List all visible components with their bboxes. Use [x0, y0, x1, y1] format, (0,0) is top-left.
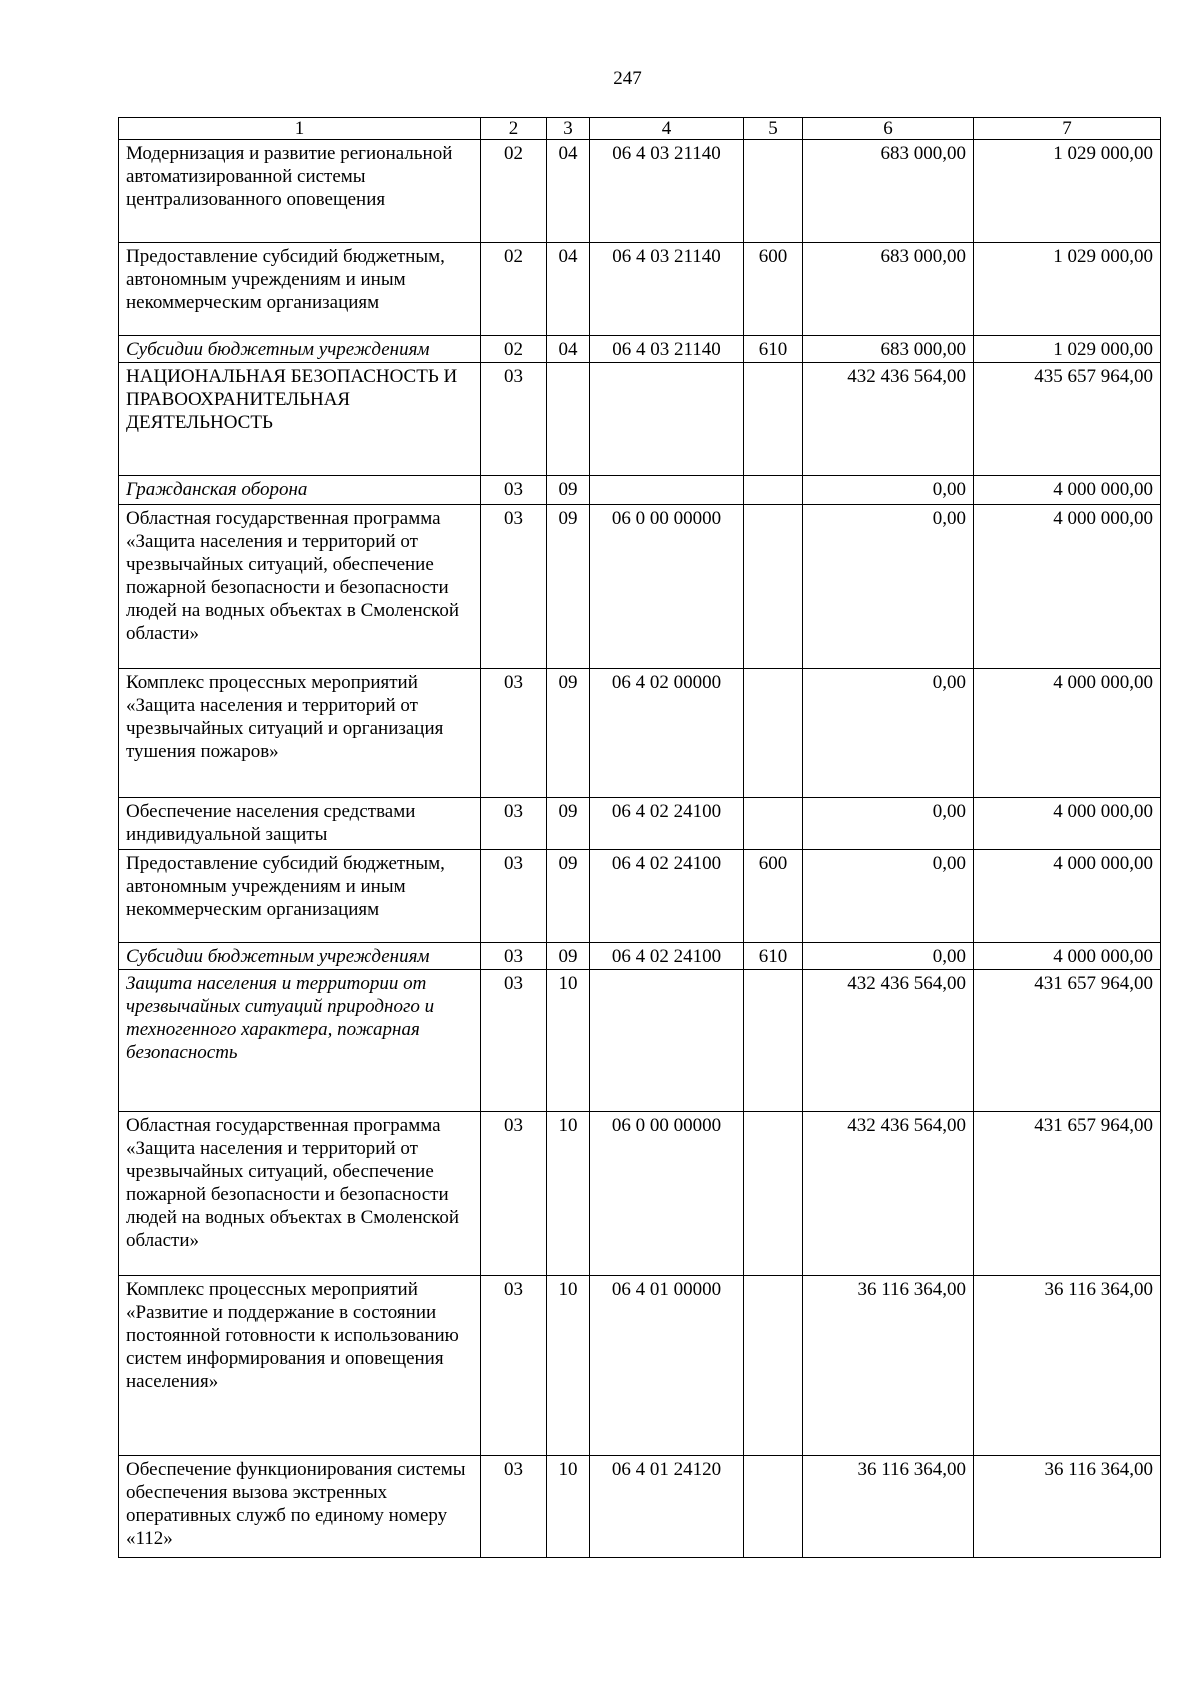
row-code: 06 4 02 24100 — [590, 943, 744, 970]
table-row — [119, 505, 1161, 669]
row-code: 06 4 03 21140 — [590, 243, 744, 336]
row-code: 10 — [547, 1276, 590, 1456]
row-code — [744, 505, 803, 669]
row-code: 06 4 02 24100 — [590, 798, 744, 850]
row-code: 10 — [547, 1112, 590, 1276]
row-code: 03 — [481, 476, 547, 505]
table-row — [119, 798, 1161, 850]
row-code: 03 — [481, 505, 547, 669]
table-row — [119, 140, 1161, 243]
row-name: НАЦИОНАЛЬНАЯ БЕЗОПАСНОСТЬ И ПРАВООХРАНИТЕЛЬНАЯ ДЕЯТЕЛЬНОСТЬ — [119, 363, 481, 476]
row-name: Обеспечение населения средствами индивидуальной защиты — [119, 798, 481, 850]
header-cell: 2 — [481, 118, 547, 140]
row-amount: 4 000 000,00 — [974, 669, 1161, 798]
row-code: 610 — [744, 943, 803, 970]
header-row — [119, 118, 1161, 140]
row-code — [590, 363, 744, 476]
table-row — [119, 363, 1161, 476]
row-amount: 432 436 564,00 — [803, 970, 974, 1112]
row-name: Областная государственная программа «Защита населения и территорий от чрезвычайных ситуаций, обеспечение пожарной безопасности и безопасности людей на водных объектах в Смоленской области» — [119, 1112, 481, 1276]
row-amount: 1 029 000,00 — [974, 336, 1161, 363]
row-code: 09 — [547, 669, 590, 798]
row-code: 04 — [547, 140, 590, 243]
row-amount: 36 116 364,00 — [974, 1276, 1161, 1456]
row-amount: 4 000 000,00 — [974, 505, 1161, 669]
row-amount: 36 116 364,00 — [803, 1456, 974, 1558]
table-row — [119, 1276, 1161, 1456]
row-code: 03 — [481, 1276, 547, 1456]
row-code: 03 — [481, 1456, 547, 1558]
header-cell: 7 — [974, 118, 1161, 140]
row-code — [744, 1456, 803, 1558]
row-amount: 683 000,00 — [803, 140, 974, 243]
row-code: 03 — [481, 363, 547, 476]
row-amount: 0,00 — [803, 669, 974, 798]
row-code: 600 — [744, 850, 803, 943]
row-name: Предоставление субсидий бюджетным, автономным учреждениям и иным некоммерческим организациям — [119, 850, 481, 943]
row-code: 02 — [481, 336, 547, 363]
row-amount: 4 000 000,00 — [974, 943, 1161, 970]
row-amount: 0,00 — [803, 476, 974, 505]
header-cell: 6 — [803, 118, 974, 140]
row-code: 09 — [547, 943, 590, 970]
row-amount: 36 116 364,00 — [974, 1456, 1161, 1558]
row-code: 10 — [547, 970, 590, 1112]
header-cell: 5 — [744, 118, 803, 140]
row-name: Субсидии бюджетным учреждениям — [119, 943, 481, 970]
row-code: 03 — [481, 850, 547, 943]
row-code — [744, 798, 803, 850]
page-number: 247 — [613, 68, 642, 89]
row-name: Модернизация и развитие региональной автоматизированной системы централизованного оповещения — [119, 140, 481, 243]
row-amount: 4 000 000,00 — [974, 476, 1161, 505]
header-cell: 4 — [590, 118, 744, 140]
row-code: 03 — [481, 669, 547, 798]
row-code: 06 4 01 00000 — [590, 1276, 744, 1456]
row-amount: 0,00 — [803, 798, 974, 850]
row-amount: 36 116 364,00 — [803, 1276, 974, 1456]
table-row — [119, 1112, 1161, 1276]
row-code — [744, 476, 803, 505]
header-cell: 1 — [119, 118, 481, 140]
row-code — [744, 1112, 803, 1276]
row-code: 06 4 03 21140 — [590, 140, 744, 243]
row-code: 06 4 01 24120 — [590, 1456, 744, 1558]
row-code: 03 — [481, 1112, 547, 1276]
row-code: 06 4 02 24100 — [590, 850, 744, 943]
row-code: 610 — [744, 336, 803, 363]
row-amount: 0,00 — [803, 505, 974, 669]
row-name: Комплекс процессных мероприятий «Защита населения и территорий от чрезвычайных ситуаций и организация тушения пожаров» — [119, 669, 481, 798]
row-code: 06 0 00 00000 — [590, 505, 744, 669]
row-name: Обеспечение функционирования системы обеспечения вызова экстренных оперативных служб по единому номеру «112» — [119, 1456, 481, 1558]
row-amount: 0,00 — [803, 850, 974, 943]
header-cell: 3 — [547, 118, 590, 140]
row-code: 03 — [481, 798, 547, 850]
row-code: 10 — [547, 1456, 590, 1558]
row-code — [744, 1276, 803, 1456]
table-row — [119, 943, 1161, 970]
row-amount: 431 657 964,00 — [974, 1112, 1161, 1276]
row-code: 09 — [547, 476, 590, 505]
row-code: 09 — [547, 505, 590, 669]
table-row — [119, 336, 1161, 363]
row-code — [744, 363, 803, 476]
row-code — [547, 363, 590, 476]
row-code: 04 — [547, 243, 590, 336]
row-code — [744, 970, 803, 1112]
row-amount: 4 000 000,00 — [974, 798, 1161, 850]
row-code: 02 — [481, 243, 547, 336]
row-name: Предоставление субсидий бюджетным, автономным учреждениям и иным некоммерческим организациям — [119, 243, 481, 336]
row-amount: 4 000 000,00 — [974, 850, 1161, 943]
row-amount: 683 000,00 — [803, 336, 974, 363]
row-amount: 0,00 — [803, 943, 974, 970]
row-code: 03 — [481, 943, 547, 970]
table-row — [119, 850, 1161, 943]
row-code: 06 4 02 00000 — [590, 669, 744, 798]
budget-table — [118, 117, 1161, 1558]
row-amount: 1 029 000,00 — [974, 243, 1161, 336]
row-amount: 432 436 564,00 — [803, 363, 974, 476]
row-name: Субсидии бюджетным учреждениям — [119, 336, 481, 363]
row-code — [590, 476, 744, 505]
row-amount: 1 029 000,00 — [974, 140, 1161, 243]
row-amount: 683 000,00 — [803, 243, 974, 336]
row-name: Гражданская оборона — [119, 476, 481, 505]
row-code — [744, 669, 803, 798]
row-code: 06 4 03 21140 — [590, 336, 744, 363]
row-amount: 435 657 964,00 — [974, 363, 1161, 476]
row-code: 09 — [547, 850, 590, 943]
table-row — [119, 1456, 1161, 1558]
row-code — [744, 140, 803, 243]
row-code — [590, 970, 744, 1112]
table-row — [119, 970, 1161, 1112]
row-name: Областная государственная программа «Защита населения и территорий от чрезвычайных ситуаций, обеспечение пожарной безопасности и безопасности людей на водных объектах в Смоленской области» — [119, 505, 481, 669]
table-row — [119, 476, 1161, 505]
row-amount: 432 436 564,00 — [803, 1112, 974, 1276]
row-code: 06 0 00 00000 — [590, 1112, 744, 1276]
row-name: Защита населения и территории от чрезвычайных ситуаций природного и техногенного характера, пожарная безопасность — [119, 970, 481, 1112]
row-amount: 431 657 964,00 — [974, 970, 1161, 1112]
row-code: 03 — [481, 970, 547, 1112]
table-row — [119, 669, 1161, 798]
row-name: Комплекс процессных мероприятий «Развитие и поддержание в состоянии постоянной готовности к использованию систем информирования и оповещения населения» — [119, 1276, 481, 1456]
row-code: 600 — [744, 243, 803, 336]
table-row — [119, 243, 1161, 336]
row-code: 09 — [547, 798, 590, 850]
row-code: 04 — [547, 336, 590, 363]
row-code: 02 — [481, 140, 547, 243]
